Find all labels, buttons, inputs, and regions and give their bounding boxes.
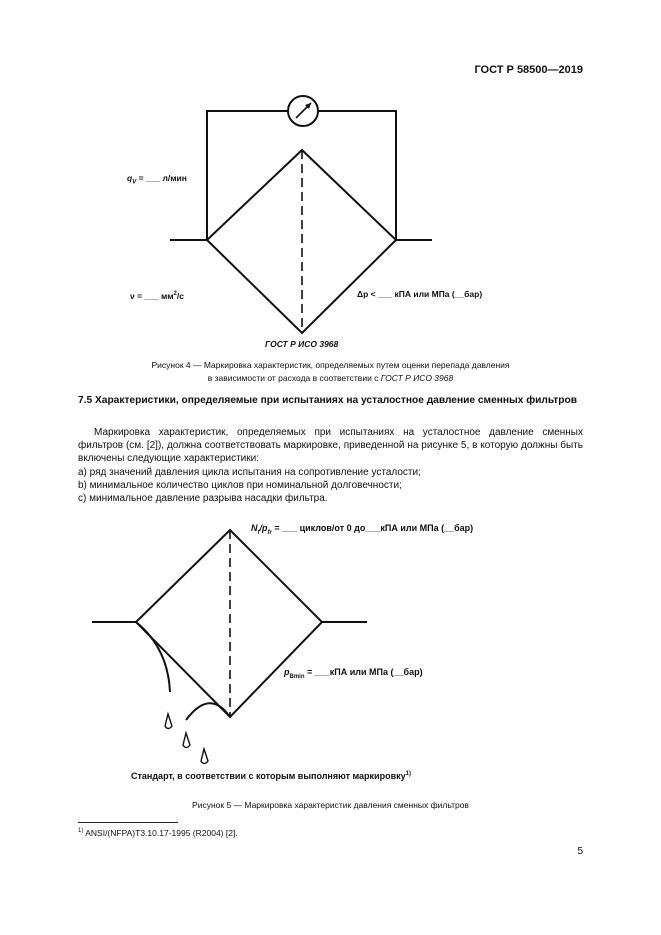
droplet-icon bbox=[183, 733, 190, 748]
page-number: 5 bbox=[577, 846, 583, 857]
fig5-cycles-label: $N_f/p_{fr}$ = ___ циклов/от 0 до___кПА или МПа (__бар) bbox=[251, 523, 474, 536]
fig4-pressure-drop-label: Δp < ___ кПА или МПа (__бар) bbox=[357, 289, 483, 299]
fig5-standard-label: Стандарт, в соответствии с которым выполняют маркировку$^{1)}$ bbox=[131, 771, 411, 781]
fig5-caption: Рисунок 5 — Маркировка характеристик давления сменных фильтров bbox=[192, 800, 469, 810]
fig5-filter-diamond bbox=[136, 530, 322, 717]
droplet-icon bbox=[201, 749, 208, 764]
fig4-flow-label: $q_V$ = ___ л/мин bbox=[127, 173, 187, 186]
list-item: a) ряд значений давления цикла испытания на сопротивление усталости; bbox=[78, 467, 421, 478]
droplet-icon bbox=[165, 714, 172, 729]
fig4-viscosity-label: ν = ___ $мм^2/с$ bbox=[130, 291, 184, 301]
fig4-standard-label: ГОСТ Р ИСО 3968 bbox=[265, 339, 339, 349]
fig5-burst-pressure-label: $p_{Bmin}$ = ___кПА или МПа (__бар) bbox=[284, 667, 423, 680]
footnote: $^{1)}$ ANSI/(NFPA)T3.10.17-1995 (R2004) [2]. bbox=[78, 828, 238, 838]
fig4-caption: Рисунок 4 — Маркировка характеристик, определяемых путем оценки перепада давления в зависимости от расхода в соответствии с ГОСТ Р ИСО 3968 bbox=[151, 360, 510, 383]
fig5-burst-left-curve bbox=[136, 622, 170, 692]
document-header: ГОСТ Р 58500—2019 bbox=[474, 64, 583, 76]
list-item: c) минимальное давление разрыва насадки фильтра. bbox=[78, 493, 328, 504]
list-item: b) минимальное количество циклов при номинальной долговечности; bbox=[78, 480, 402, 491]
section-heading: 7.5 Характеристики, определяемые при испытаниях на усталостное давление сменных фильтров bbox=[78, 395, 577, 406]
footnote-divider bbox=[78, 822, 178, 823]
section-paragraph: Маркировка характеристик, определяемых при испытаниях на усталостное давление сменных фильтров (см. [2]), должна соответствовать маркировке, приведенной на рисунке 5, в которую должны быть включены следующие характеристики: bbox=[78, 427, 583, 465]
